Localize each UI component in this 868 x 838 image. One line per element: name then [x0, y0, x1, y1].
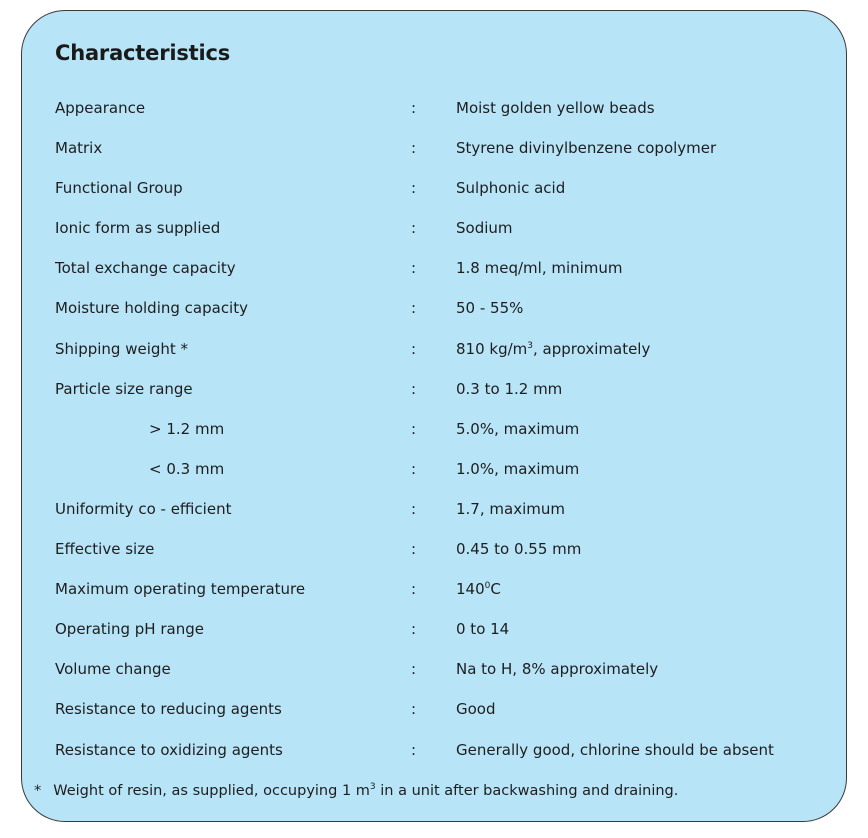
- row-separator: :: [411, 740, 417, 759]
- row-separator: :: [411, 139, 417, 158]
- row-value: Styrene divinylbenzene copolymer: [456, 139, 717, 158]
- row-moisture-holding-capacity: [22, 289, 846, 329]
- row-label: Moisture holding capacity: [55, 299, 248, 318]
- footnote-text: Weight of resin, as supplied, occupying 1 m: [53, 783, 370, 799]
- value-text: , approximately: [533, 339, 651, 358]
- row-label: Volume change: [55, 660, 171, 679]
- value-text: 140: [456, 580, 485, 599]
- row-separator: :: [411, 499, 417, 518]
- row-value: Na to H, 8% approximately: [456, 660, 659, 679]
- row-value: 50 - 55%: [456, 299, 524, 318]
- row-label: Matrix: [55, 139, 103, 158]
- row-particle-size-under: [22, 450, 846, 490]
- row-value: Generally good, chlorine should be absent: [456, 740, 774, 759]
- value-text: C: [490, 580, 501, 599]
- row-label: Ionic form as supplied: [55, 219, 221, 238]
- row-particle-size-over: [22, 410, 846, 450]
- row-value: Sulphonic acid: [456, 179, 566, 198]
- row-resistance-reducing: [22, 690, 846, 730]
- row-value: Good: [456, 700, 496, 719]
- row-resistance-oxidizing: [22, 731, 846, 771]
- row-value: Sodium: [456, 219, 513, 238]
- row-value: [456, 580, 501, 598]
- row-volume-change: [22, 650, 846, 690]
- row-particle-size-range: [22, 370, 846, 410]
- row-separator: :: [411, 580, 417, 599]
- row-value: Moist golden yellow beads: [456, 99, 655, 117]
- footnote-text: in a unit after backwashing and draining.: [375, 783, 679, 799]
- superscript: 0: [484, 581, 491, 592]
- row-total-exchange-capacity: [22, 249, 846, 289]
- row-value: 1.7, maximum: [456, 499, 565, 518]
- row-effective-size: [22, 530, 846, 570]
- row-label: > 1.2 mm: [149, 419, 225, 438]
- row-label: Resistance to reducing agents: [55, 700, 282, 719]
- row-label: Particle size range: [55, 379, 193, 398]
- row-value: 1.8 meq/ml, minimum: [456, 259, 623, 278]
- row-label: Appearance: [55, 99, 146, 117]
- row-label: Total exchange capacity: [55, 259, 236, 278]
- row-separator: :: [411, 339, 417, 358]
- row-label: Resistance to oxidizing agents: [55, 740, 283, 759]
- row-uniformity: [22, 490, 846, 530]
- value-text: 810 kg/m: [456, 339, 528, 358]
- row-functional-group: [22, 169, 846, 209]
- row-label: Maximum operating temperature: [55, 580, 306, 599]
- row-separator: :: [411, 419, 417, 438]
- row-value: [456, 340, 650, 358]
- row-separator: :: [411, 379, 417, 398]
- row-value: 0.3 to 1.2 mm: [456, 379, 563, 398]
- row-value: 1.0%, maximum: [456, 459, 580, 478]
- superscript: 3: [527, 340, 534, 351]
- footnote-marker: *: [34, 783, 42, 799]
- row-separator: :: [411, 700, 417, 719]
- row-value: 0 to 14: [456, 620, 510, 639]
- row-max-operating-temperature: [22, 570, 846, 610]
- row-separator: :: [411, 219, 417, 238]
- row-label: < 0.3 mm: [149, 459, 225, 478]
- row-shipping-weight: [22, 330, 846, 370]
- row-separator: :: [411, 459, 417, 478]
- superscript: 3: [369, 782, 376, 792]
- row-appearance: [22, 89, 846, 129]
- row-value: 5.0%, maximum: [456, 419, 580, 438]
- row-separator: :: [411, 660, 417, 679]
- row-ionic-form: [22, 209, 846, 249]
- row-matrix: [22, 129, 846, 169]
- row-separator: :: [411, 299, 417, 318]
- row-label: Effective size: [55, 540, 155, 559]
- row-separator: :: [411, 259, 417, 278]
- row-separator: :: [411, 99, 417, 117]
- row-label: Operating pH range: [55, 620, 204, 639]
- row-separator: :: [411, 540, 417, 559]
- row-label: Uniformity co - efficient: [55, 499, 232, 518]
- row-separator: :: [411, 179, 417, 198]
- panel-title: Characteristics: [55, 41, 231, 65]
- row-value: 0.45 to 0.55 mm: [456, 540, 582, 559]
- row-operating-ph-range: [22, 610, 846, 650]
- footnote: [34, 783, 678, 799]
- characteristics-table: [22, 89, 846, 771]
- characteristics-panel: [21, 10, 847, 822]
- row-label: Shipping weight *: [55, 339, 189, 358]
- row-label: Functional Group: [55, 179, 183, 198]
- row-separator: :: [411, 620, 417, 639]
